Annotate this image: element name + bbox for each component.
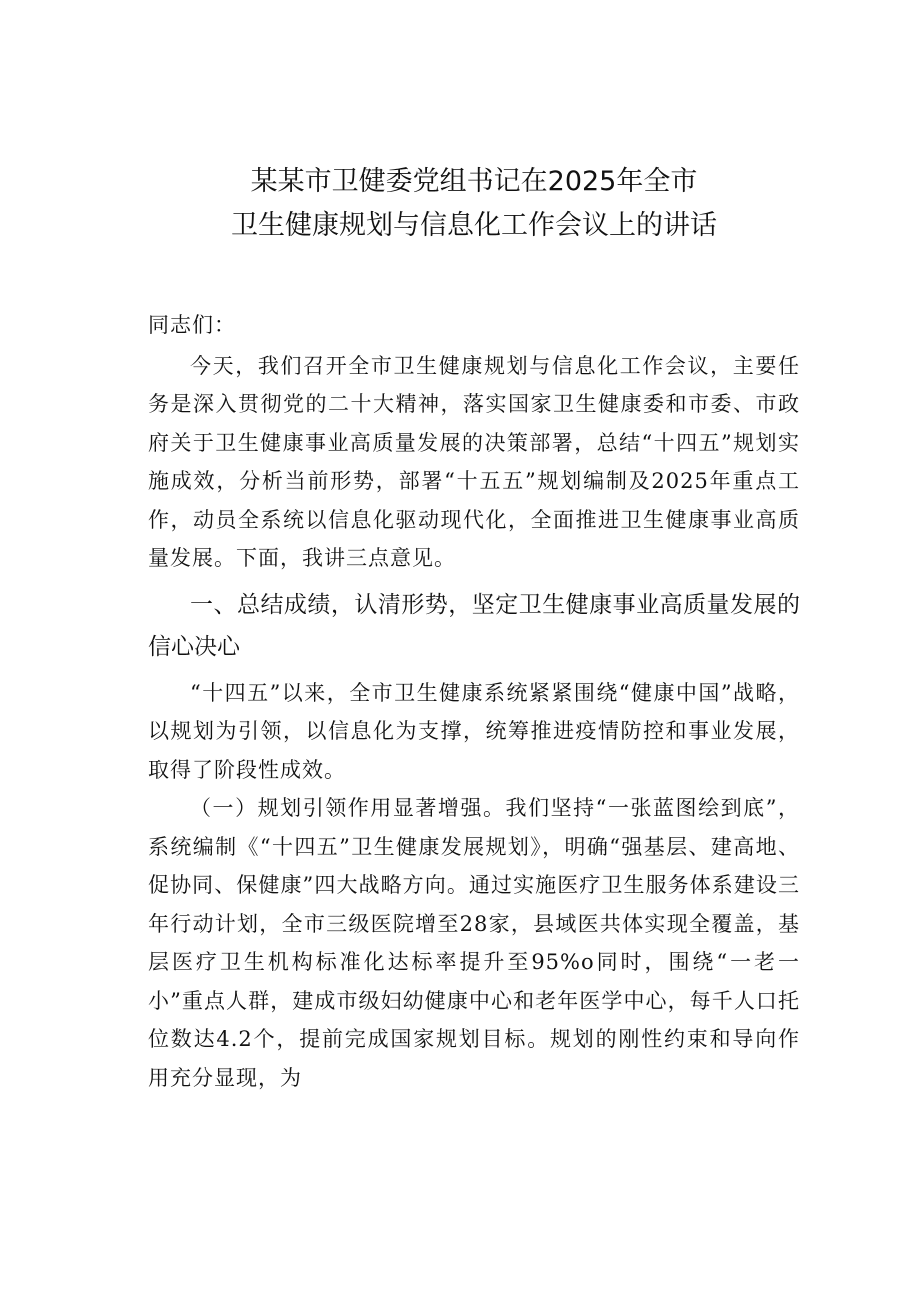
section-1-heading: 一、总结成绩，认清形势，坚定卫生健康事业高质量发展的信心决心 xyxy=(148,591,800,660)
title-line-1: 某某市卫健委党组书记在2025年全市 xyxy=(250,166,698,197)
title-line-2: 卫生健康规划与信息化工作会议上的讲话 xyxy=(231,210,717,241)
section-1-paragraph-2: （一）规划引领作用显著增强。我们坚持“一张蓝图绘到底”，系统编制《“十四五”卫生健康发展规划》，明确“强基层、建高地、促协同、保健康”四大战略方向。通过实施医疗卫生服务体系建设三年行动计划，全市三级医院增至28家，县域医共体实现全覆盖，基层医疗卫生机构标准化达标率提升至95%o同时，围绕“一老一小”重点人群，建成市级妇幼健康中心和老年医学中心，每千人口托位数达4.2个，提前完成国家规划目标。规划的刚性约束和导向作用充分显现，为 xyxy=(148,796,800,1090)
document-title xyxy=(148,160,800,248)
salutation: 同志们： xyxy=(148,313,236,337)
section-1-paragraph-1: “十四五”以来，全市卫生健康系统紧紧围绕“健康中国”战略，以规划为引领，以信息化为支撑，统筹推进疫情防控和事业发展，取得了阶段性成效。 xyxy=(148,680,800,782)
intro-paragraph: 今天，我们召开全市卫生健康规划与信息化工作会议，主要任务是深入贯彻党的二十大精神，落实国家卫生健康委和市委、市政府关于卫生健康事业高质量发展的决策部署，总结“十四五”规划实施成效，分析当前形势，部署“十五五”规划编制及2025年重点工作，动员全系统以信息化驱动现代化，全面推进卫生健康事业高质量发展。下面，我讲三点意见。 xyxy=(148,353,800,570)
